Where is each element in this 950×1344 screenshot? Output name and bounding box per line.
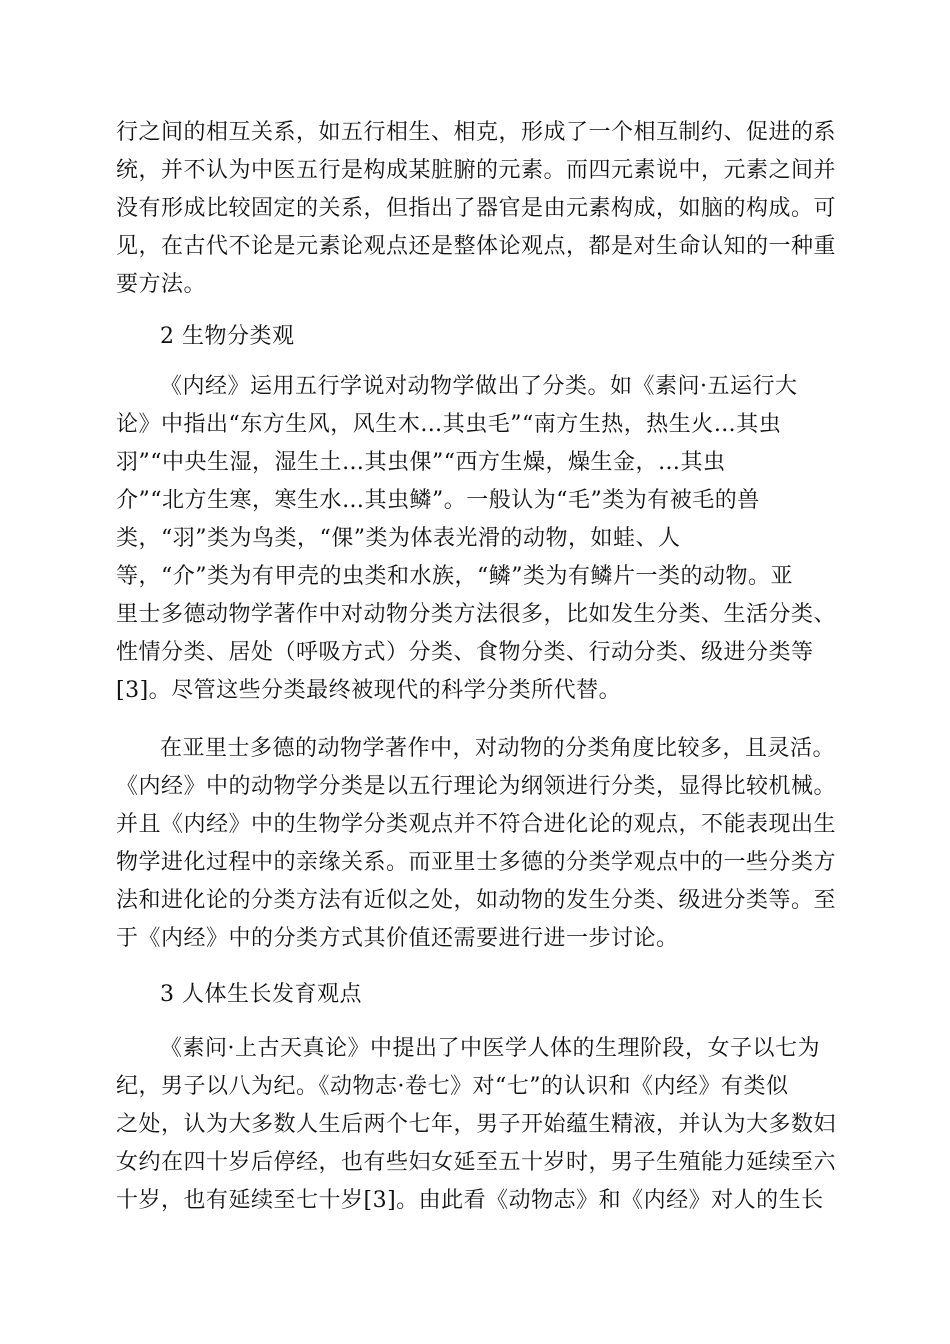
text-line: 十岁，也有延续至七十岁[3]。由此看《动物志》和《内经》对人的生长 xyxy=(116,1188,824,1213)
section-heading-3: 3 人体生长发育观点 xyxy=(160,982,362,1007)
text-line: 行之间的相互关系，如五行相生、相克，形成了一个相互制约、促进的系 xyxy=(116,120,837,145)
text-line: 性情分类、居处（呼吸方式）分类、食物分类、行动分类、级进分类等 xyxy=(116,640,814,665)
text-line: 《内经》运用五行学说对动物学做出了分类。如《素问·五运行大 xyxy=(160,374,798,399)
text-line: 之处，认为大多数人生后两个七年，男子开始蕴生精液，并认为大多数妇 xyxy=(116,1112,837,1137)
text-line: 里士多德动物学著作中对动物分类方法很多，比如发生分类、生活分类、 xyxy=(116,602,837,627)
text-line: 物学进化过程中的亲缘关系。而亚里士多德的分类学观点中的一些分类方 xyxy=(116,850,837,875)
text-line: 羽”“中央生湿，湿生土…其虫倮”“西方生燥，燥生金，…其虫 xyxy=(116,450,726,475)
text-line: 类，“羽”类为鸟类，“倮”类为体表光滑的动物，如蛙、人 xyxy=(116,526,681,551)
text-line: 见，在古代不论是元素论观点还是整体论观点，都是对生命认知的一种重 xyxy=(116,234,837,259)
text-line: [3]。尽管这些分类最终被现代的科学分类所代替。 xyxy=(116,678,622,703)
section-heading-2: 2 生物分类观 xyxy=(160,324,295,349)
text-line: 法和进化论的分类方法有近似之处，如动物的发生分类、级进分类等。至 xyxy=(116,888,837,913)
text-line: 等，“介”类为有甲壳的虫类和水族，“鳞”类为有鳞片一类的动物。亚 xyxy=(116,564,793,589)
text-line: 介”“北方生寒，寒生水…其虫鳞”。一般认为“毛”类为有被毛的兽 xyxy=(116,488,760,513)
text-line: 纪，男子以八为纪。《动物志·卷七》对“七”的认识和《内经》有类似 xyxy=(116,1074,789,1099)
text-line: 统，并不认为中医五行是构成某脏腑的元素。而四元素说中，元素之间并 xyxy=(116,158,837,183)
text-line: 女约在四十岁后停经，也有些妇女延至五十岁时，男子生殖能力延续至六 xyxy=(116,1150,837,1175)
text-line: 《素问·上古天真论》中提出了中医学人体的生理阶段，女子以七为 xyxy=(160,1036,820,1061)
text-line: 在亚里士多德的动物学著作中，对动物的分类角度比较多，且灵活。 xyxy=(160,736,836,761)
text-line: 于《内经》中的分类方式其价值还需要进行进一步讨论。 xyxy=(116,926,679,951)
text-line: 论》中指出“东方生风，风生木…其虫毛”“南方生热，热生火…其虫 xyxy=(116,412,782,437)
text-line: 并且《内经》中的生物学分类观点并不符合进化论的观点，不能表现出生 xyxy=(116,812,837,837)
text-line: 没有形成比较固定的关系，但指出了器官是由元素构成，如脑的构成。可 xyxy=(116,196,837,221)
text-line: 要方法。 xyxy=(116,272,207,297)
text-line: 《内经》中的动物学分类是以五行理论为纲领进行分类，显得比较机械。 xyxy=(116,774,837,799)
